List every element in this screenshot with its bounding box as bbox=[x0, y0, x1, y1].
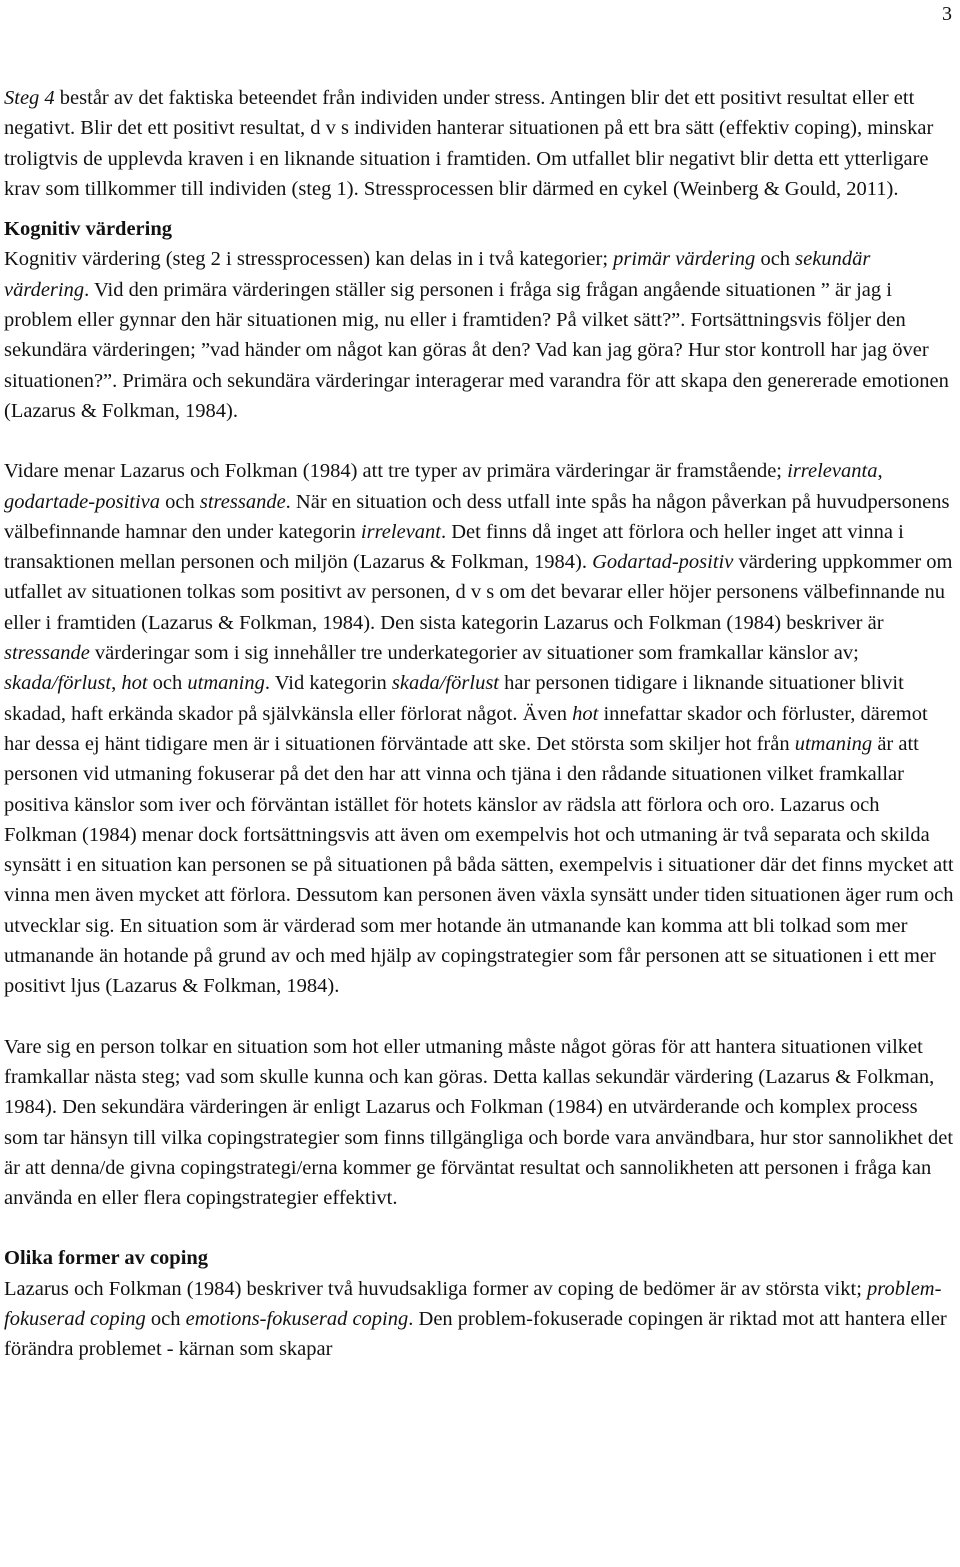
italic-term: Godartad-positiv bbox=[592, 551, 734, 574]
italic-term: irrelevanta bbox=[787, 460, 878, 483]
italic-term: emotions-fokuserad coping bbox=[185, 1307, 409, 1330]
text-run: är att personen vid utmaning fokuserar på det den har att vinna och tjäna i den rådande situationen vilket framkallar positiva känslor som iver och förväntan istället för hotets känslor av rädsla att förlora och oro. Lazarus och Folkman (1984) menar dock fortsättningsvis att även om exempelvis hot och utmaning är två separata och skilda synsätt i en situation kan personen se på situationen på båda sätten, exempelvis i situationer där det finns mycket att vinna men även mycket att förlora. Dessutom kan personen även växla synsätt under tiden situationen äger rum och utvecklar sig. En situation som är värderad som mer hotande än utmanande kan komma att bli tolkad som mer utmanande än hotande på grund av och med hjälp av copingstrategier som får personen att se situationen i ett mer positivt ljus (Lazarus & Folkman, 1984). bbox=[4, 732, 954, 998]
text-run: Vidare menar Lazarus och Folkman (1984) att tre typer av primära värderingar är framstående; bbox=[4, 460, 788, 483]
document-body bbox=[4, 83, 956, 1365]
text-run: . När en situation och dess utfall inte spås ha någon påverkan på huvudpersonens välbefinnande hamnar den under kategorin bbox=[4, 490, 950, 543]
body-paragraph bbox=[4, 1274, 956, 1365]
text-run: Kognitiv värdering (steg 2 i stressprocessen) kan delas in i två kategorier; bbox=[4, 248, 614, 271]
text-run: och bbox=[147, 672, 188, 695]
text-run: består av det faktiska beteendet från individen under stress. Antingen blir det ett positivt resultat eller ett negativt. Blir det ett positivt resultat, d v s individen hanterar situationen på ett bra sätt (effektiv coping), minskar troligtvis de upplevda kraven i en liknande situation i framtiden. Om utfallet blir negativt blir detta ett ytterligare krav som tillkommer till individen (steg 1). Stressprocessen blir därmed en cykel (Weinberg & Gould, 2011). bbox=[4, 87, 934, 200]
body-paragraph bbox=[4, 244, 956, 426]
text-run: , bbox=[111, 672, 122, 695]
italic-term: hot bbox=[572, 702, 599, 725]
text-run: . Vid den primära värderingen ställer sig personen i fråga sig frågan angående situationen ” är jag i problem eller gynnar den här situationen mig, nu eller i framtiden? På vilket sätt?”. Fortsättningsvis följer den sekundära värderingen; ”vad händer om något kan göras åt den? Vad kan jag göra? Hur stor kontroll har jag över situationen?”. Primära och sekundära värderingar interagerar med varandra för att skapa den genererade emotionen (Lazarus & Folkman, 1984). bbox=[4, 278, 949, 422]
text-run: värdering uppkommer om utfallet av situationen tolkas som positivt av personen, d v s om det bevarar eller höjer personens välbefinnande nu eller i framtiden (Lazarus & Folkman, 1984). Den sista kategorin Lazarus och Folkman (1984) beskriver är bbox=[4, 551, 953, 634]
italic-term: primär värdering bbox=[613, 248, 756, 271]
text-run: . Det finns då inget att förlora och heller inget att vinna i transaktionen mellan personen och miljön (Lazarus & Folkman, 1984). bbox=[4, 520, 904, 574]
text-run: och bbox=[145, 1307, 186, 1330]
text-run: och bbox=[160, 490, 200, 513]
text-run: , bbox=[877, 460, 883, 483]
text-run: . Vid kategorin bbox=[264, 672, 392, 695]
text-run: . Den problem-fokuserade copingen är riktad mot att hantera eller förändra problemet - kärnan som skapar bbox=[4, 1307, 947, 1361]
italic-term: utmaning bbox=[794, 732, 873, 755]
italic-term: hot bbox=[121, 672, 148, 695]
italic-term: godartade-positiva bbox=[4, 490, 161, 513]
text-run: och bbox=[755, 248, 796, 271]
section-heading: Kognitiv värdering bbox=[4, 218, 172, 241]
text-run: värderingar som i sig innehåller tre underkategorier av situationer som framkallar känslor av; bbox=[89, 642, 859, 665]
section-heading: Olika former av coping bbox=[4, 1247, 209, 1270]
italic-term: sekundär värdering bbox=[4, 248, 871, 301]
text-run: har personen tidigare i liknande situationer blivit skadad, haft erkända skador på självkänsla eller förlorat något. Även bbox=[4, 672, 904, 725]
text-run: innefattar skador och förluster, däremot har dessa ej hänt tidigare men är i situationen förväntade att ske. Det största som skiljer hot från bbox=[4, 702, 928, 755]
italic-term: stressande bbox=[199, 490, 286, 513]
italic-term: stressande bbox=[4, 642, 90, 665]
body-paragraph bbox=[4, 83, 956, 204]
text-run: Lazarus och Folkman (1984) beskriver två huvudsakliga former av coping de bedömer är av största vikt; bbox=[4, 1277, 868, 1300]
body-paragraph bbox=[4, 456, 956, 1001]
italic-term: skada/förlust bbox=[4, 672, 112, 695]
italic-term: irrelevant bbox=[360, 520, 441, 543]
italic-term: Steg 4 bbox=[4, 87, 55, 109]
italic-term: skada/förlust bbox=[391, 672, 499, 695]
italic-term: problem-fokuserad coping bbox=[4, 1277, 942, 1330]
body-paragraph bbox=[4, 1032, 956, 1214]
page-number: 3 bbox=[942, 3, 952, 25]
italic-term: utmaning bbox=[187, 672, 265, 695]
text-run: Vare sig en person tolkar en situation som hot eller utmaning måste något göras för att hantera situationen vilket framkallar nästa steg; vad som skulle kunna och kan göras. Detta kallas sekundär värdering (Lazarus & Folkman, 1984). Den sekundära värderingen är enligt Lazarus och Folkman (1984) en utvärderande och komplex process som tar hänsyn till vilka copingstrategier som finns tillgängliga och borde vara användbara, hur stor sannolikhet det är att denna/de givna copingstrategi/erna kommer ge förväntat resultat och sannolikheten att personen i fråga kan använda en eller flera copingstrategier effektivt. bbox=[4, 1035, 954, 1210]
